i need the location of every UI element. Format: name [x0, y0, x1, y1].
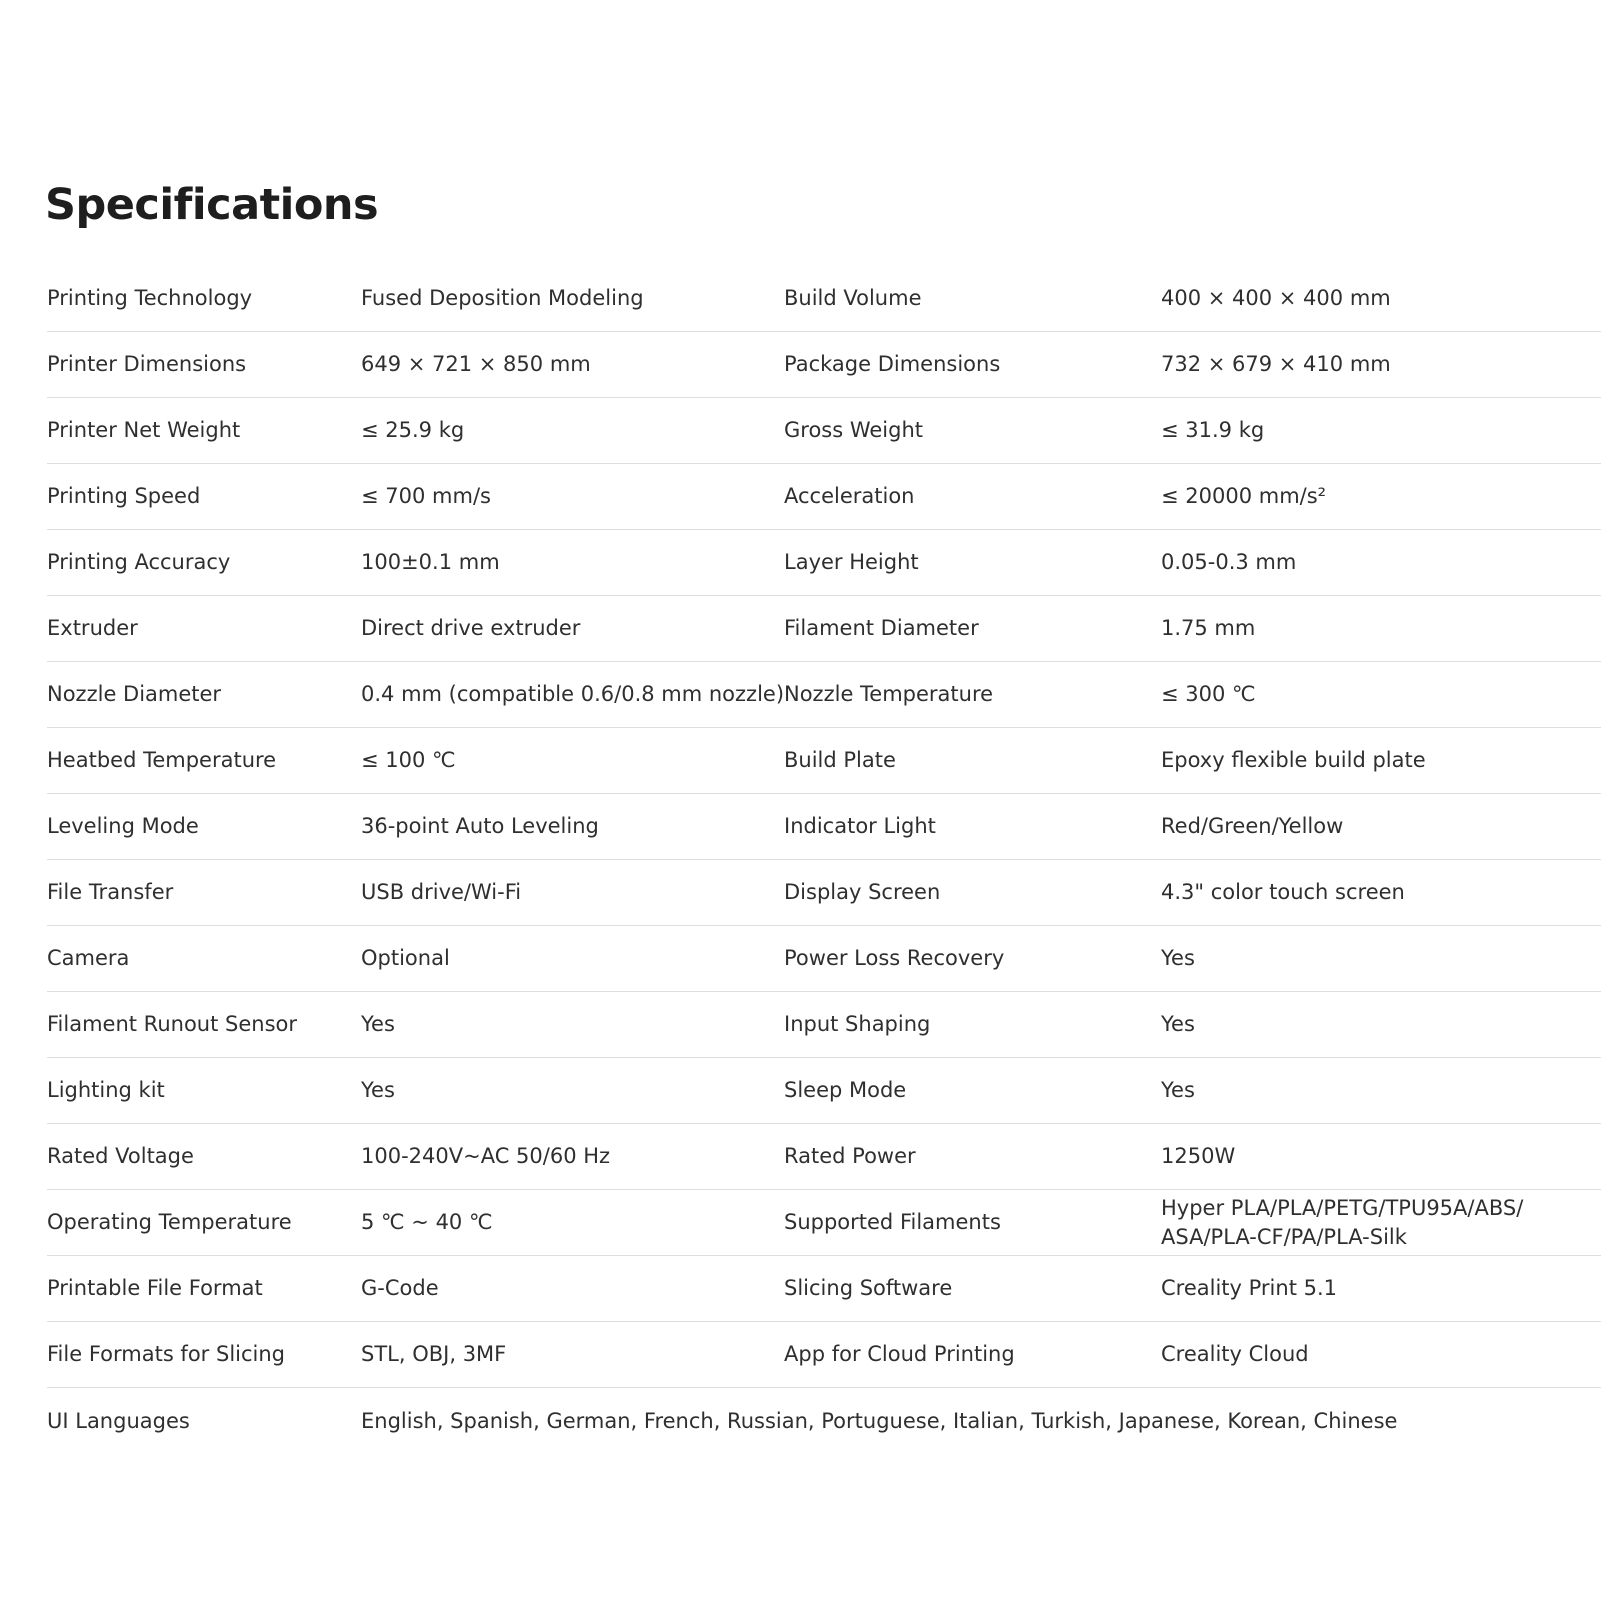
spec-row	[47, 662, 1601, 728]
spec-label: Supported Filaments	[784, 1210, 1001, 1235]
spec-label: Build Plate	[784, 748, 896, 773]
spec-label: Layer Height	[784, 550, 919, 575]
spec-value: Yes	[1161, 946, 1195, 971]
spec-label: Build Volume	[784, 286, 922, 311]
spec-label: Printing Accuracy	[47, 550, 231, 575]
spec-label: Display Screen	[784, 880, 941, 905]
spec-value: Red/Green/Yellow	[1161, 814, 1344, 839]
spec-value: 5 ℃ ~ 40 ℃	[361, 1210, 493, 1235]
spec-label: File Transfer	[47, 880, 174, 905]
spec-row	[47, 860, 1601, 926]
spec-label: Slicing Software	[784, 1276, 953, 1301]
spec-value: 36-point Auto Leveling	[361, 814, 599, 839]
spec-label: Nozzle Diameter	[47, 682, 222, 707]
spec-label: Sleep Mode	[784, 1078, 907, 1103]
spec-label: Printing Technology	[47, 286, 253, 311]
spec-value: ≤ 300 ℃	[1161, 682, 1256, 707]
spec-value: English, Spanish, German, French, Russian, Portuguese, Italian, Turkish, Japanese, Korean, Chinese	[361, 1408, 1398, 1433]
spec-value: 1.75 mm	[1161, 616, 1256, 641]
spec-row	[47, 926, 1601, 992]
spec-row	[47, 530, 1601, 596]
spec-value: ≤ 20000 mm/s²	[1161, 484, 1327, 509]
spec-value: USB drive/Wi-Fi	[361, 880, 522, 905]
spec-value: 100-240V~AC 50/60 Hz	[361, 1144, 611, 1169]
spec-label: Leveling Mode	[47, 814, 199, 839]
spec-value: Creality Print 5.1	[1161, 1276, 1338, 1301]
spec-label: Lighting kit	[47, 1078, 165, 1103]
spec-label: Printer Dimensions	[47, 352, 247, 377]
spec-label: Rated Power	[784, 1144, 916, 1169]
spec-row	[47, 596, 1601, 662]
spec-value: Yes	[1161, 1012, 1195, 1037]
spec-label: Indicator Light	[784, 814, 936, 839]
spec-label: Extruder	[47, 616, 138, 641]
spec-label: UI Languages	[47, 1408, 190, 1433]
spec-value: 400 × 400 × 400 mm	[1161, 286, 1391, 311]
spec-row	[47, 794, 1601, 860]
spec-value: 0.05-0.3 mm	[1161, 550, 1297, 575]
spec-label: Power Loss Recovery	[784, 946, 1005, 971]
spec-value: Epoxy flexible build plate	[1161, 748, 1426, 773]
spec-label: Operating Temperature	[47, 1210, 292, 1235]
spec-label: File Formats for Slicing	[47, 1342, 286, 1367]
spec-value: Yes	[361, 1078, 395, 1103]
spec-label: Printer Net Weight	[47, 418, 241, 443]
spec-value: Creality Cloud	[1161, 1342, 1309, 1367]
spec-row	[47, 1322, 1601, 1388]
spec-value: 1250W	[1161, 1144, 1236, 1169]
spec-value: ≤ 25.9 kg	[361, 418, 465, 443]
spec-row	[47, 1124, 1601, 1190]
spec-row	[47, 332, 1601, 398]
spec-row	[47, 266, 1601, 332]
spec-label: Heatbed Temperature	[47, 748, 277, 773]
spec-value: 100±0.1 mm	[361, 550, 500, 575]
spec-row	[47, 464, 1601, 530]
spec-label: Camera	[47, 946, 130, 971]
spec-label: Nozzle Temperature	[784, 682, 994, 707]
spec-value: Yes	[1161, 1078, 1195, 1103]
spec-label: Filament Runout Sensor	[47, 1012, 298, 1037]
spec-row	[47, 1058, 1601, 1124]
spec-label: Input Shaping	[784, 1012, 931, 1037]
spec-value: 0.4 mm (compatible 0.6/0.8 mm nozzle)	[361, 682, 785, 707]
spec-value: 649 × 721 × 850 mm	[361, 352, 591, 377]
spec-label: Filament Diameter	[784, 616, 979, 641]
spec-row	[47, 1256, 1601, 1322]
spec-label: App for Cloud Printing	[784, 1342, 1015, 1367]
page-title: Specifications	[45, 180, 379, 230]
spec-table	[47, 266, 1601, 1454]
spec-value: Optional	[361, 946, 450, 971]
spec-value: ≤ 700 mm/s	[361, 484, 491, 509]
spec-value: STL, OBJ, 3MF	[361, 1342, 507, 1367]
spec-value: Hyper PLA/PLA/PETG/TPU95A/ABS/ ASA/PLA-CF/PA/PLA-Silk	[1161, 1196, 1524, 1249]
spec-value: Yes	[361, 1012, 395, 1037]
spec-row	[47, 728, 1601, 794]
spec-row-languages	[47, 1388, 1601, 1454]
spec-label: Printable File Format	[47, 1276, 263, 1301]
spec-label: Printing Speed	[47, 484, 201, 509]
spec-label: Gross Weight	[784, 418, 924, 443]
spec-label: Acceleration	[784, 484, 915, 509]
spec-value: Direct drive extruder	[361, 616, 581, 641]
spec-value: Fused Deposition Modeling	[361, 286, 644, 311]
spec-row	[47, 992, 1601, 1058]
spec-label: Rated Voltage	[47, 1144, 194, 1169]
spec-value: ≤ 100 ℃	[361, 748, 456, 773]
spec-row	[47, 398, 1601, 464]
spec-value: 732 × 679 × 410 mm	[1161, 352, 1391, 377]
spec-value: ≤ 31.9 kg	[1161, 418, 1265, 443]
spec-value: G-Code	[361, 1276, 439, 1301]
spec-value: 4.3" color touch screen	[1161, 880, 1405, 905]
spec-label: Package Dimensions	[784, 352, 1001, 377]
spec-row	[47, 1190, 1601, 1256]
